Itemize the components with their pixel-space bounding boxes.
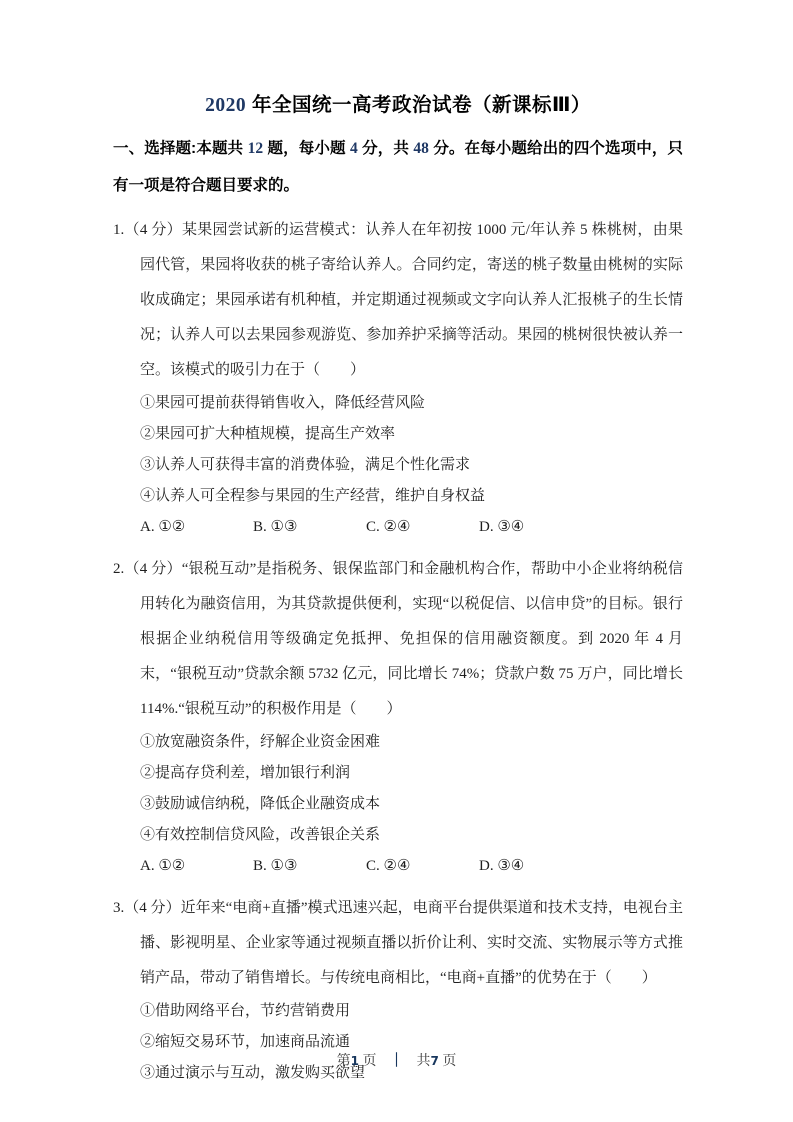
question-number: 2.（4 分） [113,561,182,577]
answer-choices-row [113,851,683,882]
question-text: 近年来“电商+直播”模式迅速兴起，电商平台提供渠道和技术支持，电视台主播、影视明星、企业家等通过视频直播以折价让利、实时交流、实物展示等方式推销产品，带动了销售增长。与传统电商相比，“电商+直播”的优势在于（ ） [140,900,683,986]
section-question-count: 12 [247,140,264,157]
section-heading-text: 一、选择题:本题共 [113,140,248,157]
question-2 [113,552,683,882]
choice-d: D. ③④ [479,858,525,874]
total-pages: 7 [430,1054,439,1068]
question-number: 3.（4 分） [113,900,181,916]
question-text: “银税互动”是指税务、银保监部门和金融机构合作，帮助中小企业将纳税信用转化为融资信用，为其贷款提供便利，实现“以税促信、以信申贷”的目标。银行根据企业纳税信用等级确定免抵押、免担保的信用融资额度。到 2020 年 4 月末，“银税互动”贷款余额 5732 亿元，同比增长 74%；贷款户数 75 万户，同比增长 114%.“银税互动”的积极作用是（ ） [140,561,683,717]
question-number: 1.（4 分） [113,222,182,238]
total-label-unit: 页 [438,1054,457,1069]
choice-d: D. ③④ [479,519,525,535]
answer-choices-row [113,512,683,543]
choice-a: A. ①② [140,858,186,874]
choice-b: B. ①③ [253,519,298,535]
choice-b: B. ①③ [253,858,298,874]
option-1: ①果园可提前获得销售收入，降低经营风险 [140,395,426,411]
choice-c: C. ②④ [366,519,411,535]
total-label-prefix: 共 [416,1054,431,1069]
page-title [113,90,683,120]
question-1 [113,213,683,543]
option-4: ④有效控制信贷风险，改善银企关系 [140,827,381,843]
option-2: ②果园可扩大种植规模，提高生产效率 [140,426,396,442]
page-footer [0,1050,793,1070]
title-text: 年全国统一高考政治试卷（新课标Ⅲ） [246,94,591,116]
option-1: ①借助网络平台，节约营销费用 [140,1003,351,1019]
title-year: 2020 [205,95,247,116]
question-body [113,213,683,388]
section-points-each: 4 [349,140,358,157]
choice-a: A. ①② [140,519,186,535]
section-heading: 一、选择题:本题共 12 题，每小题 4 分，共 48 分。在每小题给出的四个选项中，只有一项是符合题目要求的。 [113,140,683,194]
page-label-prefix: 第 [336,1054,351,1069]
question-body [113,891,683,996]
option-3: ③认养人可获得丰富的消费体验，满足个性化需求 [140,457,471,473]
option-1: ①放宽融资条件，纾解企业资金困难 [140,734,381,750]
section-points-total: 48 [413,140,429,157]
question-text: 某果园尝试新的运营模式：认养人在年初按 1000 元/年认养 5 株桃树，由果园代管，果园将收获的桃子寄给认养人。合同约定，寄送的桃子数量由桃树的实际收成确定；果园承诺有机种植，并定期通过视频或文字向认养人汇报桃子的生长情况；认养人可以去果园参观游览、参加养护采摘等活动。果园的桃树很快被认养一空。该模式的吸引力在于（ ） [140,222,683,378]
page-number: 1 [350,1054,359,1068]
footer-separator: ｜ [389,1054,404,1069]
option-3: ③鼓励诚信纳税，降低企业融资成本 [140,796,381,812]
choice-c: C. ②④ [366,858,411,874]
option-3: ③通过演示与互动，激发购买欲望 [140,1065,366,1081]
option-2: ②缩短交易环节，加速商品流通 [140,1034,351,1050]
question-body [113,552,683,727]
option-2: ②提高存贷利差，增加银行利润 [140,765,351,781]
option-4: ④认养人可全程参与果园的生产经营，维护自身权益 [140,488,486,504]
page-label-unit: 页 [359,1054,377,1069]
